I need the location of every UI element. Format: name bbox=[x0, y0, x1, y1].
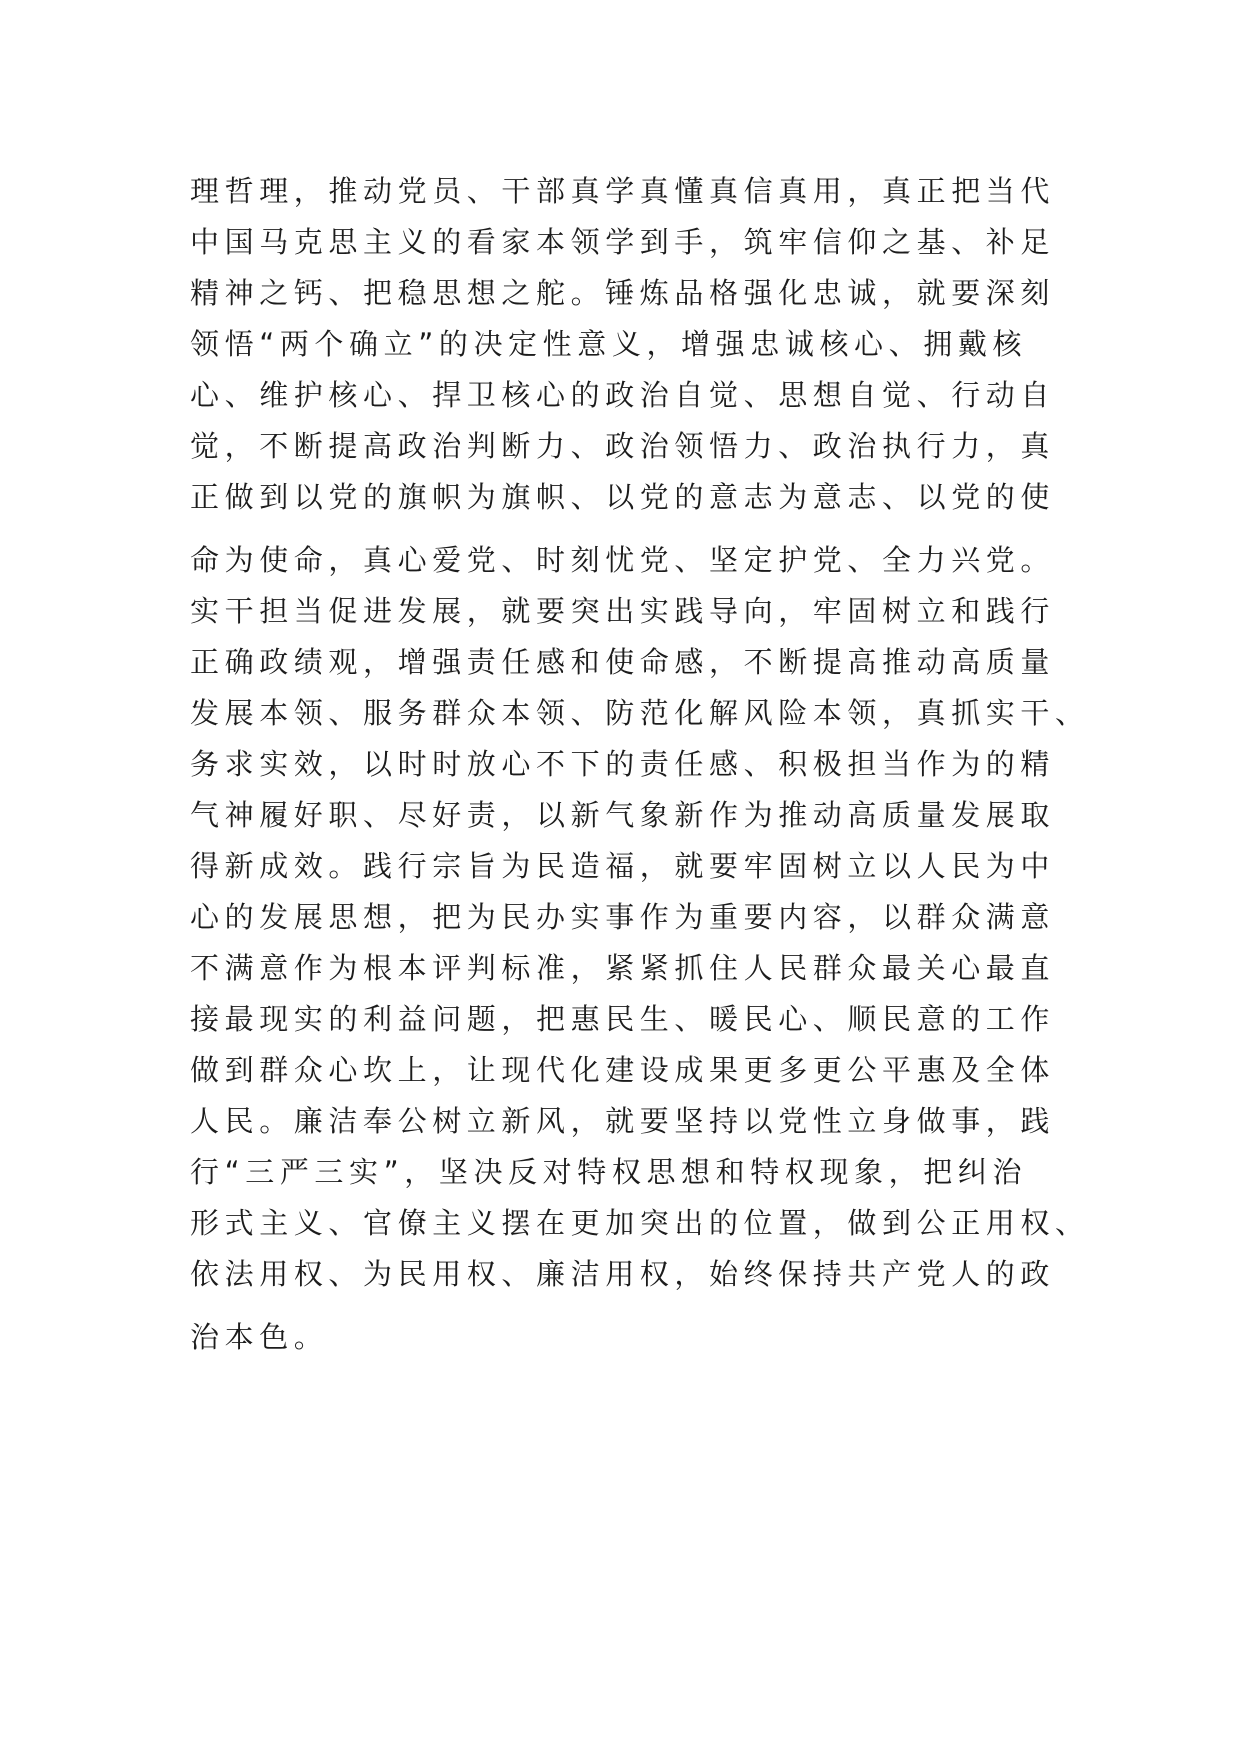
text-line: 实干担当促进发展，就要突出实践导向，牢固树立和践行 bbox=[190, 594, 1056, 628]
text-line: 心、维护核心、捍卫核心的政治自觉、思想自觉、行动自 bbox=[190, 378, 1056, 412]
body-text bbox=[190, 164, 1090, 1361]
text-line: 形式主义、官僚主义摆在更加突出的位置，做到公正用权、 bbox=[190, 1206, 1090, 1240]
text-line: 理哲理，推动党员、干部真学真懂真信真用，真正把当代 bbox=[190, 174, 1056, 208]
text-line: 领悟“两个确立”的决定性意义，增强忠诚核心、拥戴核 bbox=[190, 327, 1028, 361]
text-line: 精神之钙、把稳思想之舵。锤炼品格强化忠诚，就要深刻 bbox=[190, 276, 1056, 310]
text-line: 命为使命，真心爱党、时刻忧党、坚定护党、全力兴党。 bbox=[190, 543, 1056, 577]
text-line: 不满意作为根本评判标准，紧紧抓住人民群众最关心最直 bbox=[190, 951, 1056, 985]
text-line: 中国马克思主义的看家本领学到手，筑牢信仰之基、补足 bbox=[190, 225, 1056, 259]
text-line: 正确政绩观，增强责任感和使命感，不断提高推动高质量 bbox=[190, 645, 1056, 679]
text-line: 治本色。 bbox=[190, 1320, 329, 1354]
text-line: 接最现实的利益问题，把惠民生、暖民心、顺民意的工作 bbox=[190, 1002, 1056, 1036]
text-line: 行“三严三实”，坚决反对特权思想和特权现象，把纠治 bbox=[190, 1155, 1028, 1189]
text-line: 觉，不断提高政治判断力、政治领悟力、政治执行力，真 bbox=[190, 429, 1056, 463]
text-line: 依法用权、为民用权、廉洁用权，始终保持共产党人的政 bbox=[190, 1257, 1056, 1291]
text-line: 气神履好职、尽好责，以新气象新作为推动高质量发展取 bbox=[190, 798, 1056, 832]
text-line: 心的发展思想，把为民办实事作为重要内容，以群众满意 bbox=[190, 900, 1056, 934]
text-line: 发展本领、服务群众本领、防范化解风险本领，真抓实干、 bbox=[190, 696, 1090, 730]
text-line: 人民。廉洁奉公树立新风，就要坚持以党性立身做事，践 bbox=[190, 1104, 1056, 1138]
text-line: 得新成效。践行宗旨为民造福，就要牢固树立以人民为中 bbox=[190, 849, 1056, 883]
text-line: 做到群众心坎上，让现代化建设成果更多更公平惠及全体 bbox=[190, 1053, 1056, 1087]
text-line: 正做到以党的旗帜为旗帜、以党的意志为意志、以党的使 bbox=[190, 480, 1056, 514]
text-line: 务求实效，以时时放心不下的责任感、积极担当作为的精 bbox=[190, 747, 1056, 781]
